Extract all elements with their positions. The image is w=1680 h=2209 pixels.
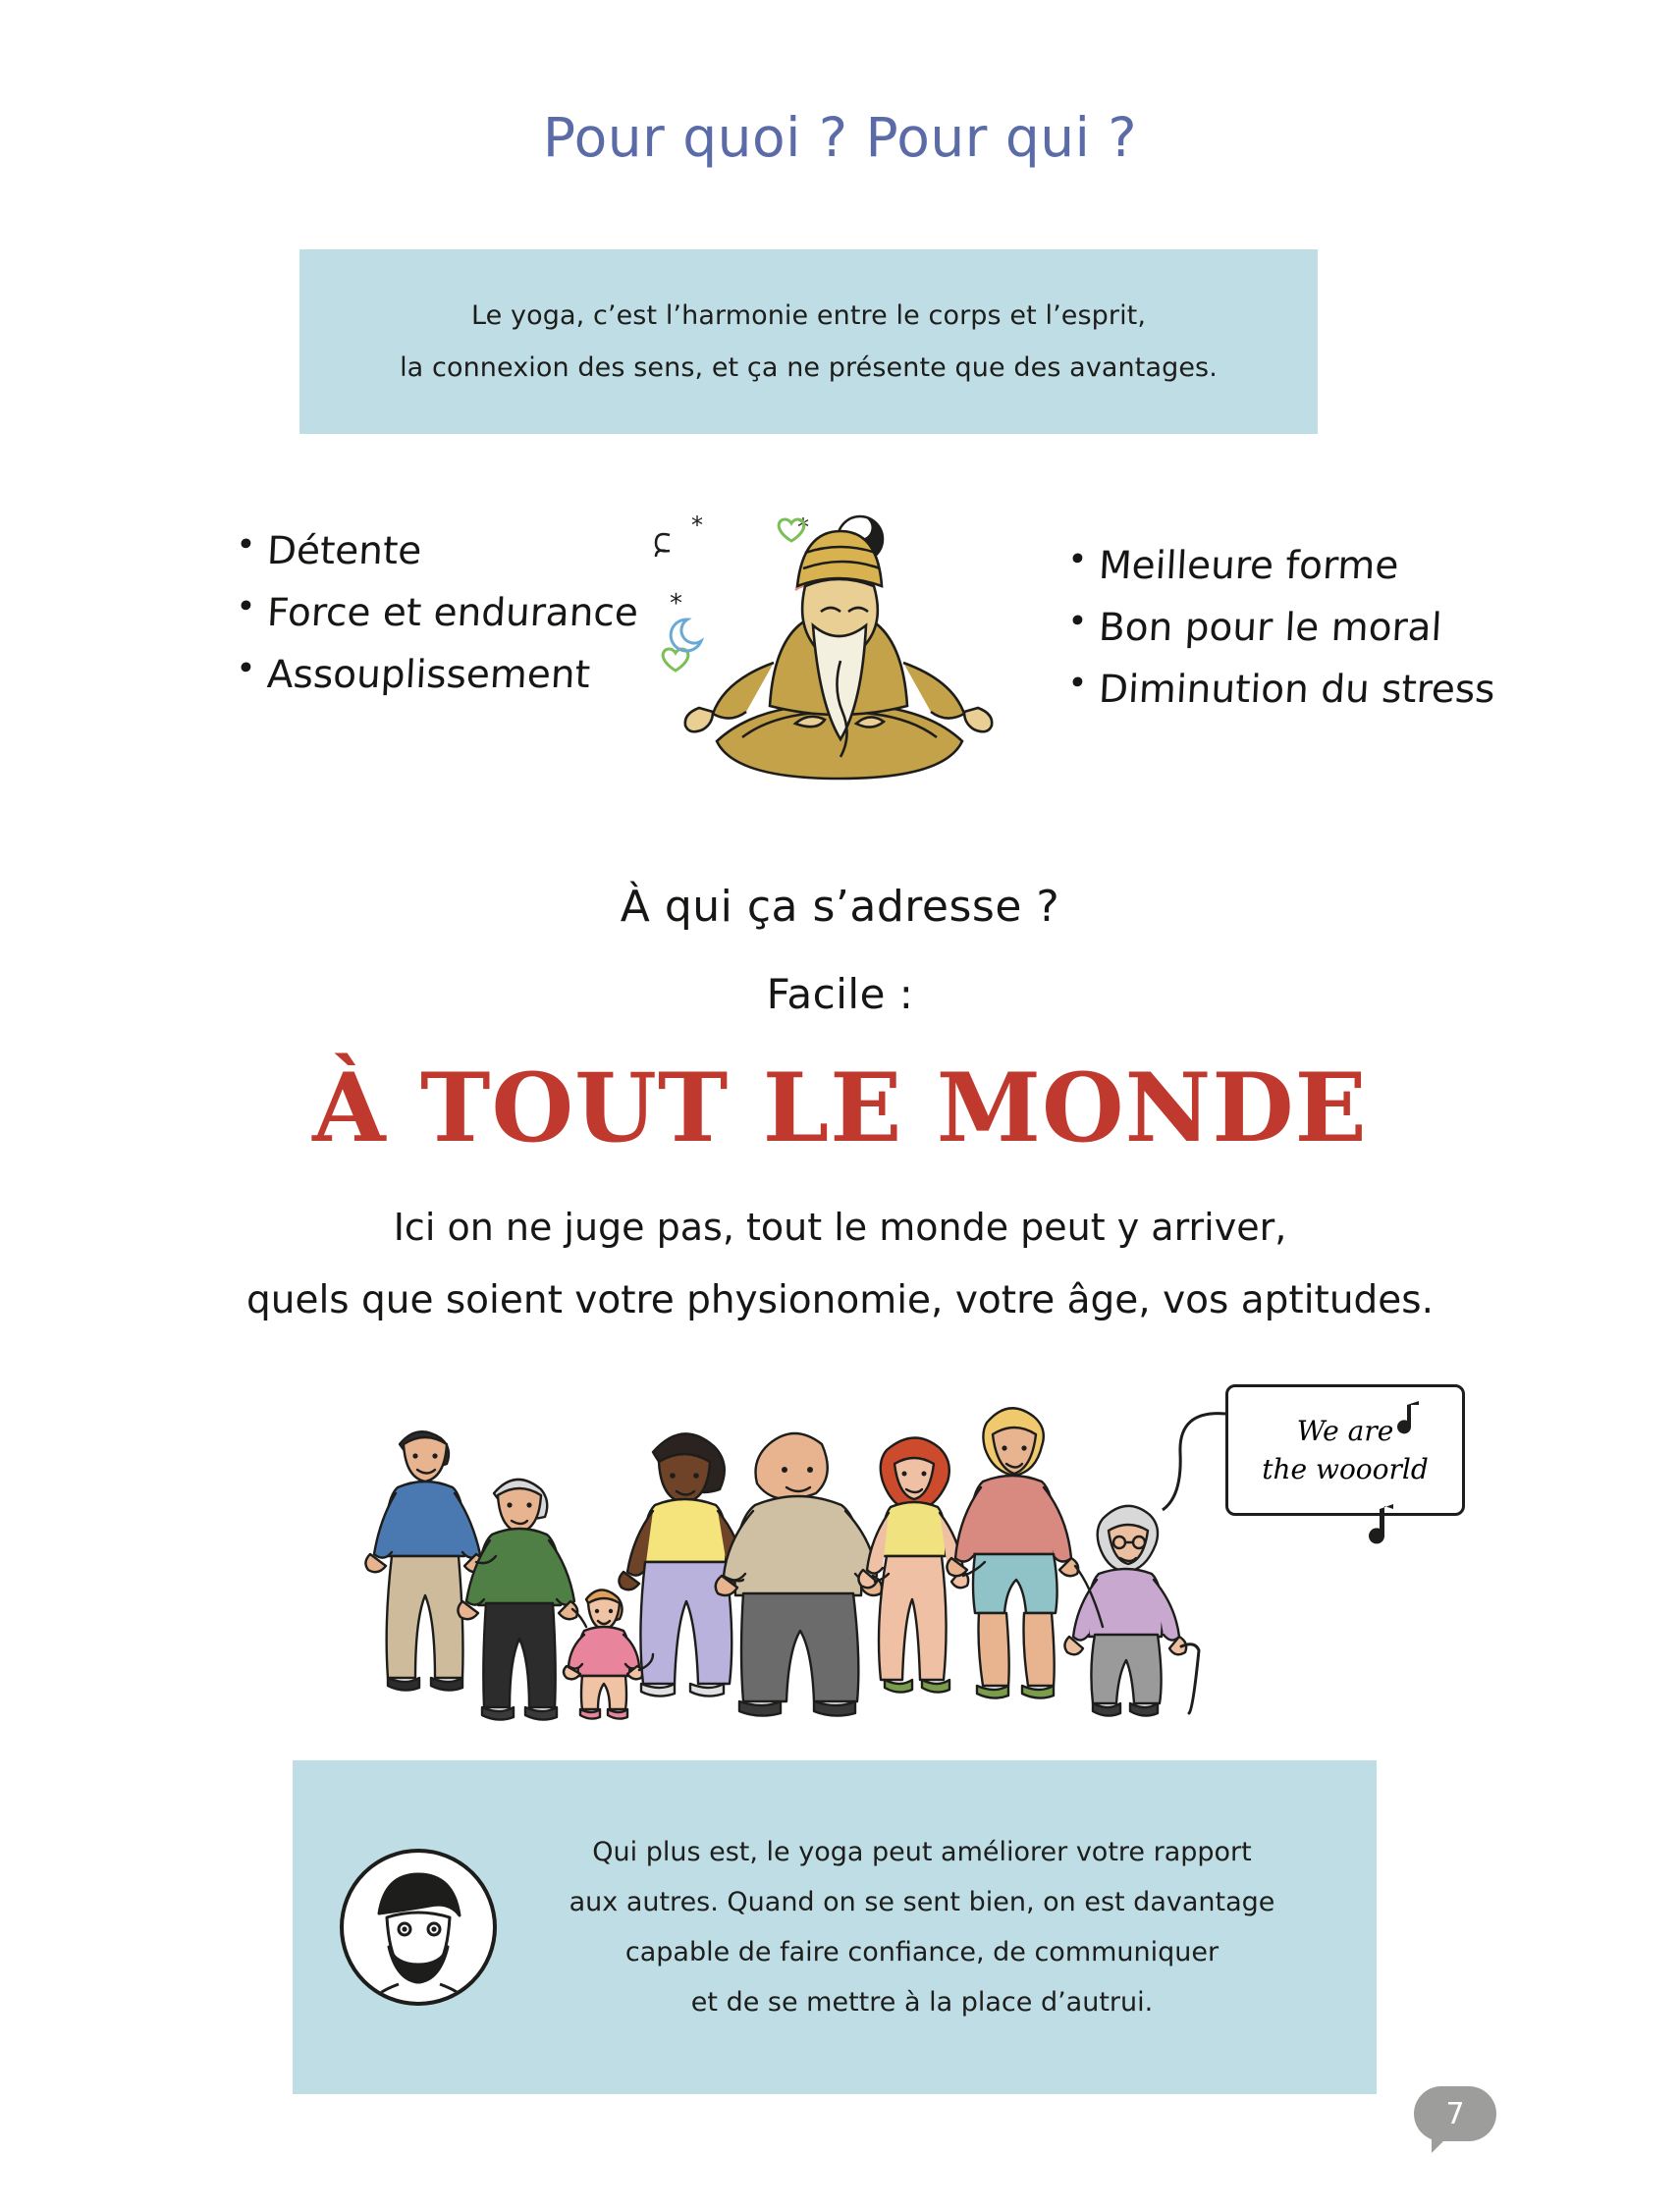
speech-bubble-tail (1159, 1404, 1247, 1541)
page-title: Pour quoi ? Pour qui ? (542, 106, 1138, 169)
sub-line-2: quels que soient votre physionomie, votre âge, vos aptitudes. (245, 1278, 1435, 1322)
audience-question: À qui ça s’adresse ? (620, 882, 1060, 932)
benefits-list-left (234, 520, 638, 707)
bottom-callout-box (293, 1760, 1377, 2094)
speech-bubble-line-1: We are (1296, 1415, 1394, 1447)
intro-line-1: Le yoga, c’est l’harmonie entre le corps et l’esprit, (470, 300, 1147, 331)
sub-line-1: Ici on ne juge pas, tout le monde peut y arriver, (393, 1206, 1287, 1249)
svg-text:*: * (797, 513, 809, 541)
benefit-item: • Détente (232, 520, 639, 582)
page-number-badge: 7 (1414, 2086, 1496, 2141)
benefit-item: • Meilleure forme (1063, 535, 1496, 597)
headline-everyone: À TOUT LE MONDE (312, 1052, 1368, 1163)
bottom-line-3: capable de faire confiance, de communiquer (624, 1937, 1219, 1967)
bearded-man-avatar (340, 1849, 497, 2006)
music-note-icon (1228, 1387, 1454, 1511)
benefits-list-right (1065, 535, 1495, 722)
bottom-line-1: Qui plus est, le yoga peut améliorer votre rapport (592, 1837, 1252, 1867)
bottom-text-block (497, 1837, 1377, 2018)
intro-line-2: la connexion des sens, et ça ne présente que des avantages. (400, 352, 1218, 383)
speech-bubble-line-2: the wooorld (1262, 1453, 1429, 1485)
benefit-item: • Force et endurance (232, 582, 639, 644)
benefit-item: • Diminution du stress (1063, 659, 1496, 721)
bottom-line-4: et de se mettre à la place d’autrui. (690, 1987, 1154, 2018)
audience-answer-intro: Facile : (766, 970, 914, 1018)
svg-text:*: * (691, 512, 703, 539)
yogi-meditating-illustration (648, 496, 1031, 830)
svg-text:*: * (670, 589, 682, 619)
speech-bubble (1225, 1384, 1465, 1516)
music-note-icon-2 (1355, 1500, 1414, 1579)
benefit-item: • Assouplissement (232, 644, 639, 706)
benefit-item: • Bon pour le moral (1063, 597, 1496, 659)
bottom-line-2: aux autres. Quand on se sent bien, on est davantage (569, 1887, 1275, 1917)
intro-callout-box (299, 249, 1318, 434)
